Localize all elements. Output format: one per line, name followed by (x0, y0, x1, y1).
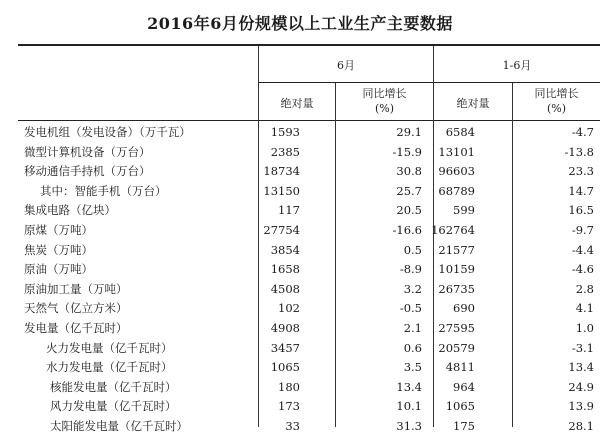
ytd-absolute-cell: 26735 (438, 281, 475, 296)
ytd-absolute-cell: 1065 (445, 399, 475, 414)
ytd-absolute-header: 绝对量 (456, 97, 490, 110)
month-growth-cell: 13.4 (396, 379, 422, 394)
ytd-absolute-cell: 20579 (438, 340, 475, 355)
ytd-absolute-cell: 68789 (438, 183, 475, 198)
month-growth-header-label: 同比增长 (362, 87, 407, 100)
month-absolute-cell: 3457 (270, 340, 300, 355)
row-label: 核能发电量（亿千瓦时） (50, 379, 177, 394)
ytd-growth-cell: -13.8 (564, 144, 594, 159)
ytd-absolute-cell: 964 (453, 379, 475, 394)
month-absolute-cell: 18734 (263, 164, 300, 179)
month-absolute-cell: 13150 (263, 183, 300, 198)
month-growth-cell: -15.9 (392, 144, 422, 159)
month-growth-cell: 29.1 (396, 125, 422, 139)
table-row (0, 123, 600, 143)
ytd-growth-cell: 1.0 (575, 321, 594, 335)
month-absolute-cell: 173 (278, 399, 300, 414)
month-growth-cell: 20.5 (396, 203, 422, 218)
month-absolute-cell: 27754 (263, 223, 300, 237)
month-growth-cell: 31.3 (396, 419, 422, 433)
table-top-border (18, 44, 600, 46)
row-label: 其中：智能手机（万台） (40, 183, 167, 198)
month-growth-cell: 3.5 (403, 360, 422, 375)
table-row (0, 299, 600, 319)
ytd-absolute-cell: 690 (453, 301, 475, 316)
row-label: 发电机组（发电设备）（万千瓦） (24, 125, 191, 139)
ytd-absolute-cell: 10159 (438, 262, 475, 277)
month-growth-cell: 10.1 (396, 399, 422, 414)
ytd-growth-cell: 23.3 (568, 164, 594, 179)
row-label: 原油加工量（万吨） (24, 281, 128, 296)
ytd-absolute-cell: 6584 (445, 125, 475, 139)
month-growth-cell: 25.7 (396, 183, 422, 198)
table-row (0, 260, 600, 280)
ytd-absolute-cell: 175 (453, 419, 475, 433)
ytd-growth-header-unit: (%) (546, 102, 567, 115)
ytd-growth-cell: 24.9 (568, 379, 594, 394)
month-group-header: 6月 (337, 59, 355, 72)
month-absolute-cell: 1593 (270, 125, 300, 139)
row-label: 发电量（亿千瓦时） (24, 321, 128, 335)
month-growth-cell: 3.2 (403, 281, 422, 296)
ytd-growth-cell: 4.1 (575, 301, 594, 316)
month-growth-cell: 2.1 (403, 321, 422, 335)
row-label: 焦炭（万吨） (24, 242, 93, 257)
table-row (0, 241, 600, 261)
ytd-growth-cell: -4.6 (571, 262, 594, 277)
row-label: 风力发电量（亿千瓦时） (50, 399, 177, 414)
group-header-divider (258, 82, 600, 83)
table-row (0, 319, 600, 339)
ytd-growth-cell: -3.1 (571, 340, 594, 355)
month-absolute-cell: 102 (278, 301, 300, 316)
ytd-absolute-cell: 27595 (438, 321, 475, 335)
month-absolute-cell: 117 (278, 203, 300, 218)
ytd-growth-header-label: 同比增长 (534, 87, 579, 100)
month-growth-header-unit: (%) (374, 102, 395, 115)
row-label: 原油（万吨） (24, 262, 93, 277)
ytd-growth-cell: -4.7 (571, 125, 594, 139)
month-absolute-cell: 4508 (270, 281, 300, 296)
ytd-absolute-cell: 4811 (445, 360, 475, 375)
table-row (0, 358, 600, 378)
ytd-absolute-cell: 162764 (431, 223, 475, 237)
ytd-group-header: 1-6月 (502, 59, 532, 72)
ytd-growth-cell: 2.8 (575, 281, 594, 296)
month-absolute-cell: 33 (285, 419, 300, 433)
month-growth-cell: -16.6 (392, 223, 422, 237)
ytd-growth-cell: 13.9 (568, 399, 594, 414)
month-growth-header (336, 86, 433, 116)
month-absolute-header: 绝对量 (280, 97, 314, 110)
row-label: 微型计算机设备（万台） (24, 144, 151, 159)
ytd-growth-cell: -9.7 (571, 223, 594, 237)
row-label: 火力发电量（亿千瓦时） (46, 340, 173, 355)
ytd-growth-cell: 13.4 (568, 360, 594, 375)
ytd-growth-cell: 16.5 (568, 203, 594, 218)
table-row (0, 162, 600, 182)
month-absolute-cell: 3854 (270, 242, 300, 257)
table-row (0, 201, 600, 221)
ytd-growth-cell: -4.4 (571, 242, 594, 257)
table-row (0, 143, 600, 163)
ytd-growth-cell: 14.7 (568, 183, 594, 198)
ytd-absolute-cell: 599 (453, 203, 475, 218)
ytd-absolute-cell: 13101 (438, 144, 475, 159)
month-absolute-cell: 1065 (270, 360, 300, 375)
month-growth-cell: 0.6 (403, 340, 422, 355)
row-label: 原煤（万吨） (24, 223, 93, 237)
table-row (0, 280, 600, 300)
table-row (0, 397, 600, 417)
row-label: 集成电路（亿块） (24, 203, 116, 218)
month-absolute-cell: 2385 (270, 144, 300, 159)
ytd-growth-cell: 28.1 (568, 419, 594, 433)
ytd-growth-header (513, 86, 600, 116)
month-growth-cell: -0.5 (399, 301, 422, 316)
month-growth-cell: -8.9 (399, 262, 422, 277)
month-growth-cell: 30.8 (396, 164, 422, 179)
table-row (0, 221, 600, 241)
month-growth-cell: 0.5 (403, 242, 422, 257)
ytd-absolute-cell: 21577 (438, 242, 475, 257)
page-title: 2016年6月份规模以上工业生产主要数据 (147, 14, 453, 33)
row-label: 天然气（亿立方米） (24, 301, 128, 316)
table-row (0, 339, 600, 359)
month-absolute-cell: 1658 (270, 262, 300, 277)
row-label: 水力发电量（亿千瓦时） (46, 360, 173, 375)
row-label: 移动通信手持机（万台） (24, 164, 151, 179)
table-row (0, 378, 600, 398)
table-row (0, 182, 600, 202)
month-absolute-cell: 4908 (270, 321, 300, 335)
month-absolute-cell: 180 (278, 379, 300, 394)
ytd-absolute-cell: 96603 (438, 164, 475, 179)
row-label: 太阳能发电量（亿千瓦时） (50, 419, 188, 433)
